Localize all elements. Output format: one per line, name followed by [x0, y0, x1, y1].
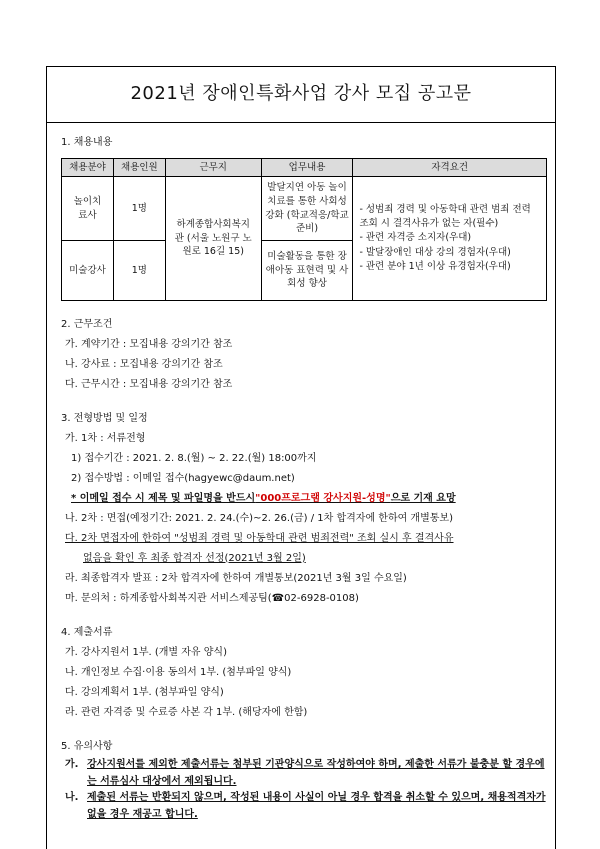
duty-cell: 미술활동을 통한 장애아동 표현력 및 사회성 향상 [261, 241, 353, 301]
note-item [65, 790, 547, 823]
email-note-format: "000프로그램 강사지원-성명" [255, 492, 391, 504]
email-note-text: * 이메일 접수 시 제목 및 파일명을 반드시 [71, 492, 256, 504]
section-heading-notes: 5. 유의사항 [61, 740, 113, 752]
selection-second: 나. 2차 : 면접(예정기간: 2021. 2. 24.(수)~2. 26.(금) / 1차 합격자에 한하여 개별통보) [65, 512, 453, 524]
field-cell: 미술강사 [62, 241, 114, 301]
title-box [47, 67, 555, 123]
recruit-table [61, 158, 547, 301]
col-header: 채용분야 [62, 159, 114, 177]
table-header-row [62, 159, 547, 177]
document-item: 다. 강의계획서 1부. (첨부파일 양식) [65, 686, 224, 698]
notice-body [61, 133, 547, 823]
col-header: 업무내용 [261, 159, 353, 177]
selection-period: 1) 접수기간 : 2021. 2. 8.(월) ~ 2. 22.(월) 18:00까지 [71, 452, 317, 464]
count-cell: 1명 [113, 177, 165, 241]
qualification-cell [353, 177, 547, 301]
document-item: 나. 개인정보 수집·이용 동의서 1부. (첨부파일 양식) [65, 666, 292, 678]
count-cell: 1명 [113, 241, 165, 301]
qualification-item: - 성범죄 경력 및 아동학대 관련 범죄 전력 조회 시 결격사유가 없는 자(필수) [359, 203, 531, 230]
note-text: 제출된 서류는 반환되지 않으며, 작성된 내용이 사실이 아닐 경우 합격을 취소할 수 있으며, 채용적격자가 없을 경우 재공고 합니다. [87, 792, 546, 820]
notice-frame [46, 66, 556, 849]
note-label: 가. [65, 759, 79, 770]
note-label: 나. [65, 792, 79, 803]
selection-first: 가. 1차 : 서류전형 [65, 432, 146, 444]
workplace-cell: 하계종합사회복지관 (서울 노원구 노원로 16길 15) [165, 177, 261, 301]
section-heading-conditions: 2. 근무조건 [61, 318, 113, 330]
qualification-item: - 관련 분야 1년 이상 유경험자(우대) [359, 260, 511, 272]
contact-info: 마. 문의처 : 하계종합사회복지관 서비스제공팀(☎02-6928-0108) [65, 592, 359, 604]
selection-final: 라. 최종합격자 발표 : 2차 합격자에 한하여 개별통보(2021년 3월 3일 수요일) [65, 572, 407, 584]
selection-third: 다. 2차 면접자에 한하여 "성범죄 경력 및 아동학대 관련 범죄전력" 조회 실시 후 결격사유 [65, 532, 454, 544]
document-item: 라. 관련 자격증 및 수료증 사본 각 1부. (해당자에 한함) [65, 706, 308, 718]
selection-third-cont: 없음을 확인 후 최종 합격자 선정(2021년 3월 2일) [83, 552, 306, 564]
col-header: 자격요건 [353, 159, 547, 177]
condition-item: 가. 계약기간 : 모집내용 강의기간 참조 [65, 338, 233, 350]
col-header: 채용인원 [113, 159, 165, 177]
condition-item: 나. 강사료 : 모집내용 강의기간 참조 [65, 358, 223, 370]
qualification-item: - 관련 자격증 소지자(우대) [359, 232, 472, 244]
section-heading-recruit: 1. 채용내용 [61, 136, 113, 148]
notes-list [61, 757, 547, 823]
email-note-text: 으로 기재 요망 [390, 492, 456, 504]
document-item: 가. 강사지원서 1부. (개별 자유 양식) [65, 646, 227, 658]
email-note [61, 489, 547, 509]
selection-method: 2) 접수방법 : 이메일 접수(hagyewc@daum.net) [71, 472, 295, 484]
section-heading-documents: 4. 제출서류 [61, 626, 113, 638]
condition-item: 다. 근무시간 : 모집내용 강의기간 참조 [65, 378, 233, 390]
note-item [65, 757, 547, 790]
page-title: 2021년 장애인특화사업 강사 모집 공고문 [130, 83, 472, 105]
qualification-item: - 발달장애인 대상 강의 경험자(우대) [359, 246, 511, 258]
section-heading-selection: 3. 전형방법 및 일정 [61, 412, 148, 424]
duty-cell: 발달지연 아동 놀이치료를 통한 사회성 강화 (학교적응/학교준비) [261, 177, 353, 241]
col-header: 근무지 [165, 159, 261, 177]
table-row [62, 177, 547, 241]
field-cell: 놀이치료사 [62, 177, 114, 241]
note-text: 강사지원서를 제외한 제출서류는 첨부된 기관양식으로 작성하여야 하며, 제출한 서류가 불충분 할 경우에는 서류심사 대상에서 제외됩니다. [87, 759, 545, 787]
